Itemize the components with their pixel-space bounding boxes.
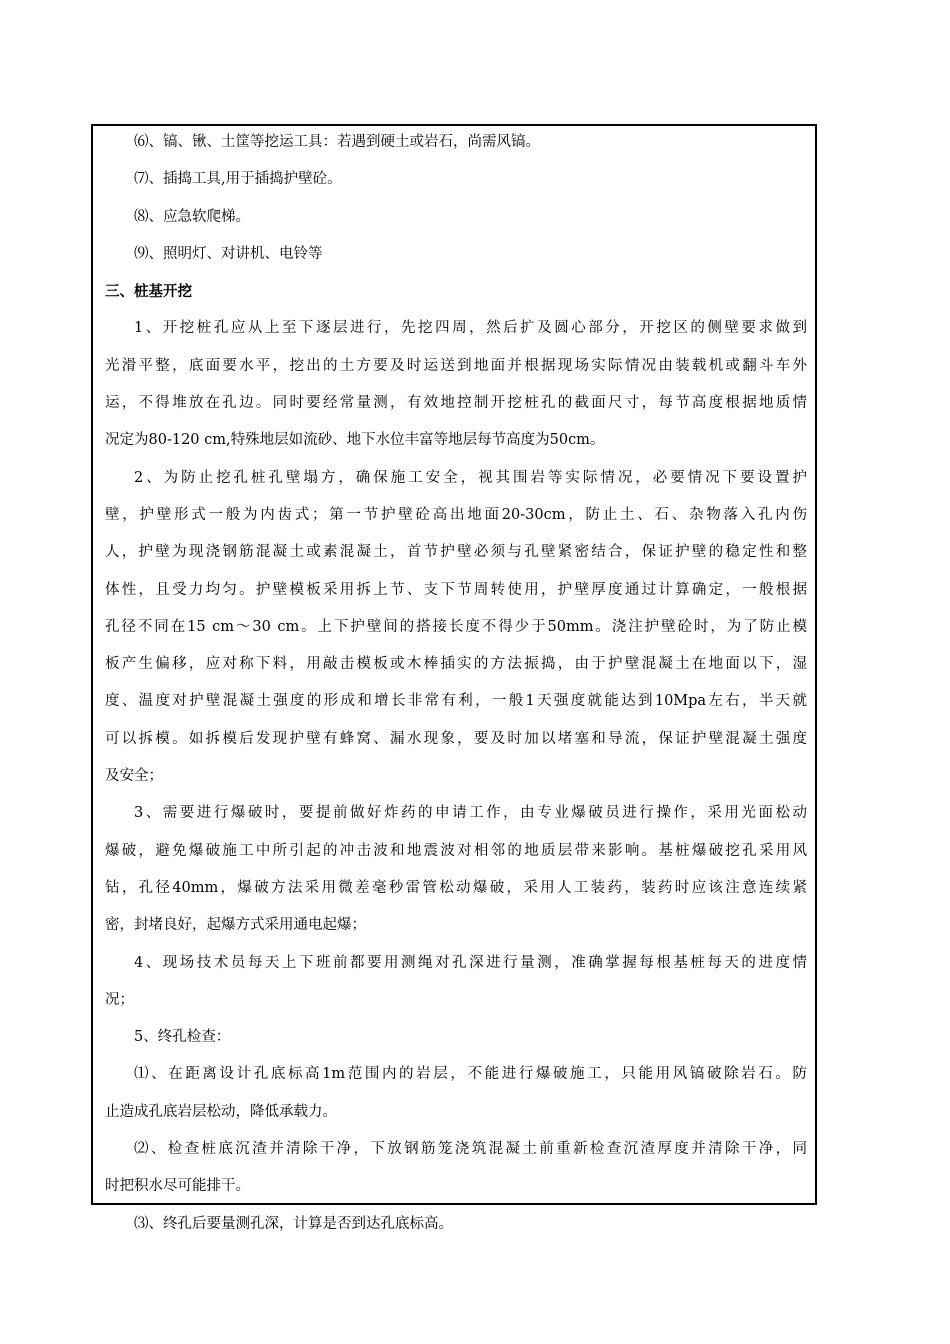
text-line: ⑵、检查桩底沉渣并清除干净，下放钢筋笼浇筑混凝土前重新检查沉渣厚度并清除干净，同 <box>134 1141 807 1158</box>
text-line: ⑶、终孔后要量测孔深，计算是否到达孔底标高。 <box>134 1215 453 1232</box>
text-line: 可以拆模。如拆模后发现护壁有蜂窝、漏水现象，要及时加以堵塞和导流，保证护壁混凝土强度 <box>105 730 807 747</box>
text-line: ⑺、插捣工具,用于插捣护壁砼。 <box>134 171 342 188</box>
text-line: 时把积水尽可能排干。 <box>105 1178 250 1195</box>
text-line: 4、现场技术员每天上下班前都要用测绳对孔深进行量测，准确掌握每根基桩每天的进度情 <box>134 954 807 971</box>
text-line: ⑻、应急软爬梯。 <box>134 208 250 225</box>
document-body <box>105 124 807 1243</box>
text-line: ⑼、照明灯、对讲机、电铃等 <box>134 245 323 262</box>
text-line: 3、需要进行爆破时，要提前做好炸药的申请工作，由专业爆破员进行操作，采用光面松动 <box>134 805 807 822</box>
text-line: 况定为80-120 cm,特殊地层如流砂、地下水位丰富等地层每节高度为50cm。 <box>105 432 605 449</box>
text-line: 度、温度对护壁混凝土强度的形成和增长非常有利，一般1天强度就能达到10Mpa左右，半天就 <box>105 693 807 710</box>
text-line: 光滑平整，底面要水平，挖出的土方要及时运送到地面并根据现场实际情况由装载机或翻斗车外 <box>105 357 807 374</box>
text-line: 孔径不同在15 cm～30 cm。上下护壁间的搭接长度不得少于50mm。浇注护壁砼时，为了防止模 <box>105 618 807 635</box>
text-line: 密，封堵良好，起爆方式采用通电起爆； <box>105 917 366 934</box>
text-line: 止造成孔底岩层松动，降低承载力。 <box>105 1103 337 1120</box>
text-line: ⑹、镐、锹、土筐等挖运工具：若遇到硬土或岩石，尚需风镐。 <box>134 134 540 150</box>
text-line: 人，护壁为现浇钢筋混凝土或素混凝土，首节护壁必须与孔壁紧密结合，保证护壁的稳定性和整 <box>105 544 807 561</box>
section-heading: 三、桩基开挖 <box>105 283 192 301</box>
text-line: 及安全； <box>105 768 163 785</box>
text-line: ⑴、在距离设计孔底标高1m范围内的岩层，不能进行爆破施工，只能用风镐破除岩石。防 <box>134 1066 807 1083</box>
text-line: 爆破，避免爆破施工中所引起的冲击波和地震波对相邻的地质层带来影响。基桩爆破挖孔采用风 <box>105 842 807 859</box>
text-line: 体性，且受力均匀。护壁模板采用拆上节、支下节周转使用，护壁厚度通过计算确定，一般根据 <box>105 581 807 598</box>
text-line: 况； <box>105 991 134 1008</box>
text-line: 5、终孔检查： <box>134 1029 231 1046</box>
text-line: 板产生偏移，应对称下料，用敲击模板或木棒插实的方法振捣，由于护壁混凝土在地面以下，湿 <box>105 656 807 673</box>
text-line: 1、开挖桩孔应从上至下逐层进行，先挖四周，然后扩及圆心部分，开挖区的侧壁要求做到 <box>134 320 807 337</box>
text-line: 壁，护壁形式一般为内齿式；第一节护壁砼高出地面20-30cm，防止土、石、杂物落入孔内伤 <box>105 506 807 523</box>
text-line: 运，不得堆放在孔边。同时要经常量测，有效地控制开挖桩孔的截面尺寸，每节高度根据地质情 <box>105 395 807 412</box>
text-line: 钻，孔径40mm，爆破方法采用微差毫秒雷管松动爆破，采用人工装药，装药时应该注意连续紧 <box>105 879 807 896</box>
text-line: 2、为防止挖孔桩孔壁塌方，确保施工安全，视其围岩等实际情况，必要情况下要设置护 <box>134 469 807 486</box>
